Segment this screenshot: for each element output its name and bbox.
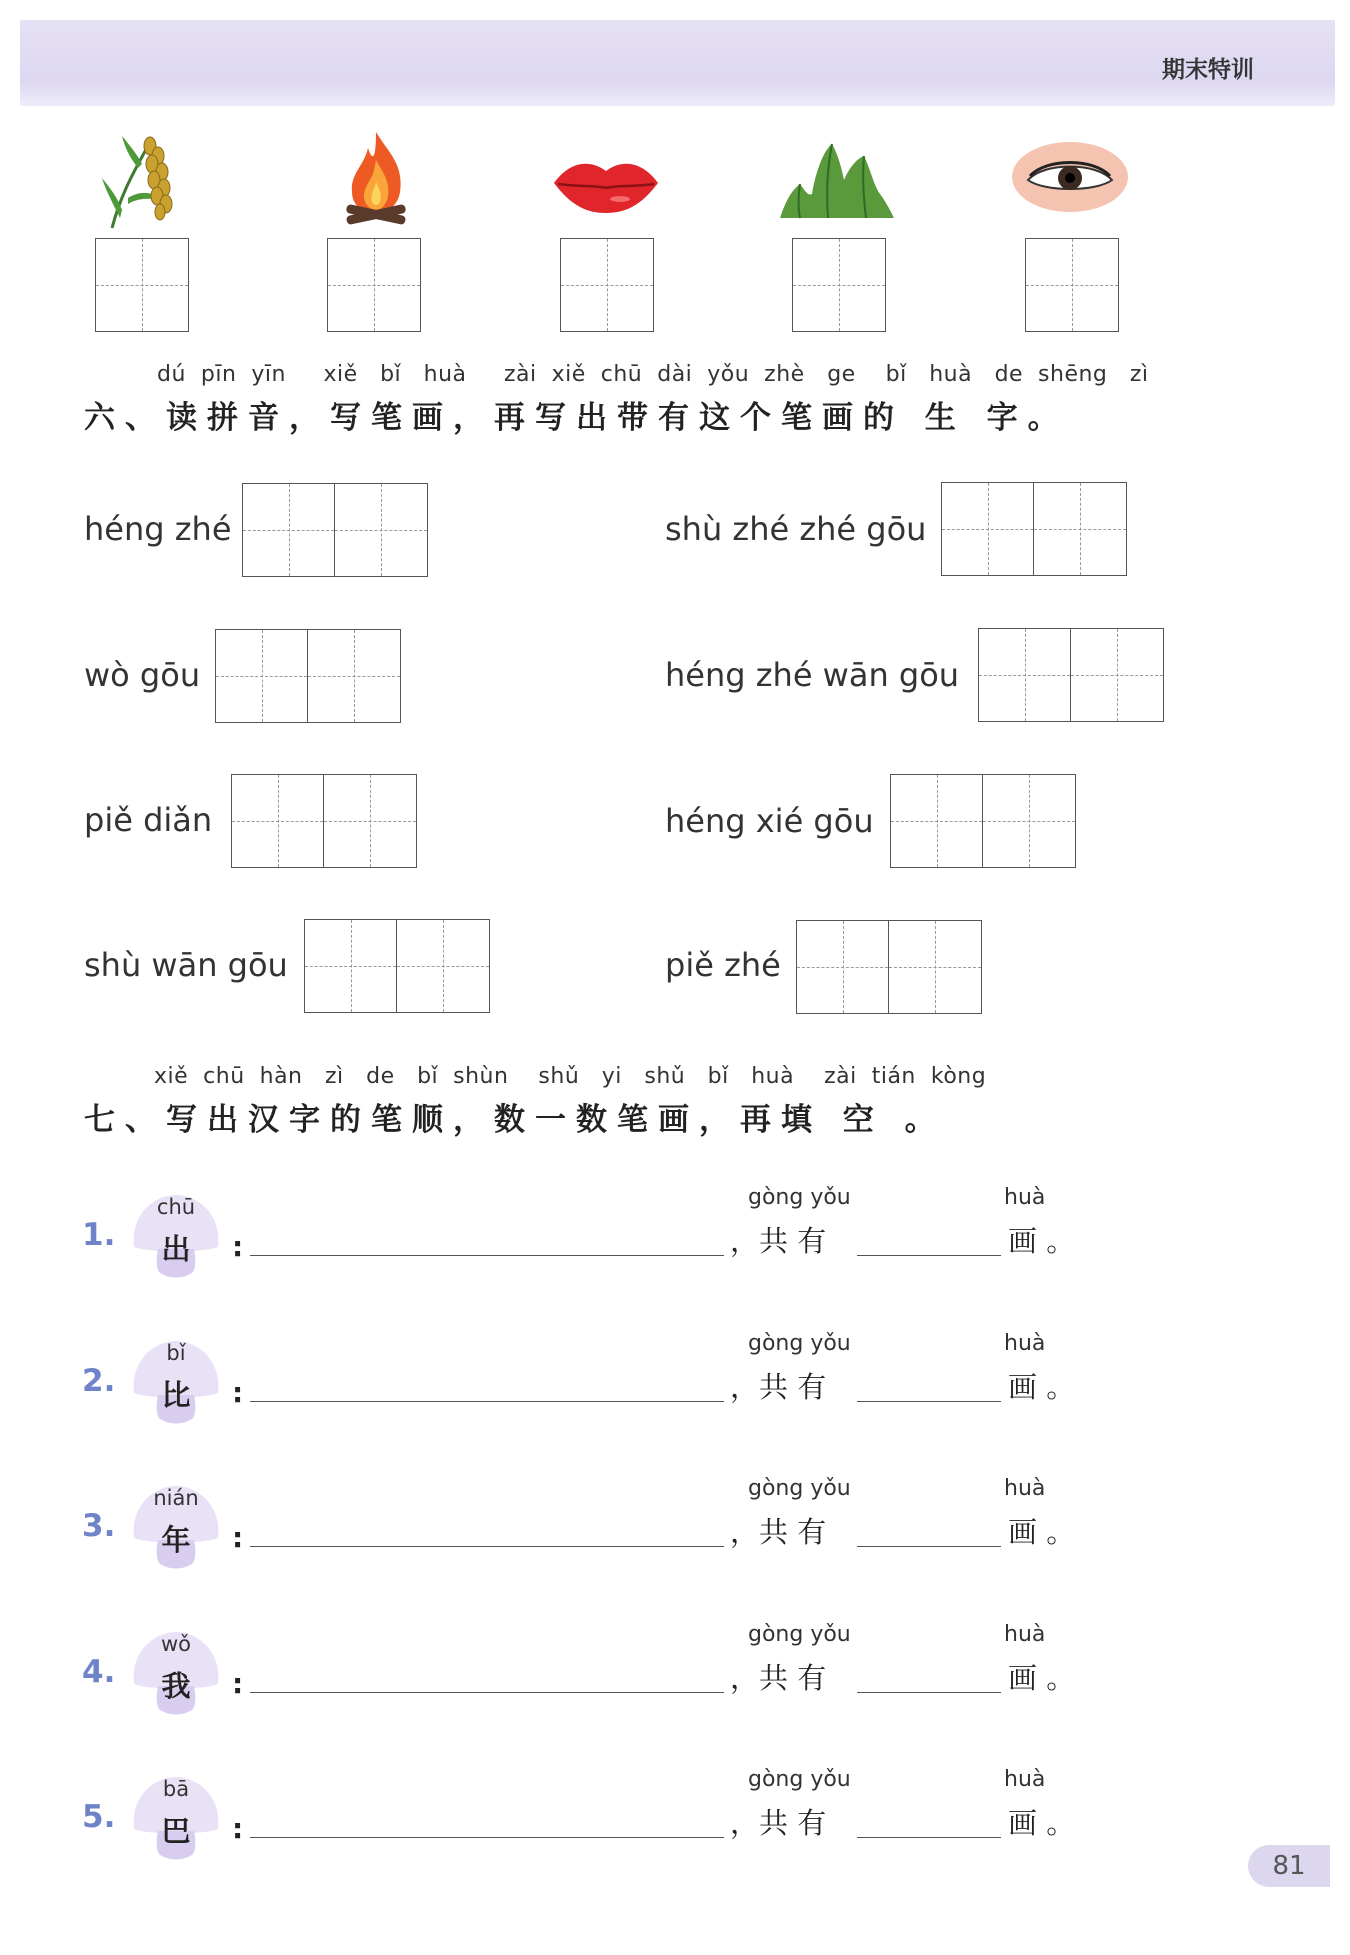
hua-pinyin: huà <box>1004 1476 1046 1501</box>
answer-box[interactable] <box>327 238 421 332</box>
gong-you-pinyin: gòng yǒu <box>748 1767 851 1792</box>
colon: : <box>232 1667 244 1700</box>
answer-box-pair[interactable] <box>941 482 1127 576</box>
hua-text: 画 。 <box>1008 1806 1076 1840</box>
stroke-label: piě zhé <box>665 946 781 984</box>
answer-box[interactable] <box>1025 238 1119 332</box>
hua-pinyin: huà <box>1004 1767 1046 1792</box>
stroke-order-blank[interactable] <box>250 1546 724 1547</box>
stroke-label: piě diǎn <box>84 801 213 839</box>
character: 出 <box>161 1232 191 1266</box>
gong-you-text: ，共 有 <box>730 1370 827 1404</box>
answer-box-pair[interactable] <box>796 920 982 1014</box>
answer-box[interactable] <box>95 238 189 332</box>
section-7-pinyin: xiě chū hàn zì de bǐ shùn shǔ yi shǔ bǐ huà zài tián kòng <box>154 1064 987 1089</box>
character-pinyin: bǐ <box>166 1341 186 1365</box>
character-pinyin: nián <box>153 1486 199 1510</box>
section-6-pinyin: dú pīn yīn xiě bǐ huà zài xiě chū dài yǒu zhè ge bǐ huà de shēng zì <box>157 362 1149 387</box>
stroke-order-blank[interactable] <box>250 1692 724 1693</box>
lips-icon <box>550 155 662 215</box>
question-number: 4. <box>82 1654 116 1690</box>
stroke-label: shù wān gōu <box>84 946 288 984</box>
hua-pinyin: huà <box>1004 1185 1046 1210</box>
answer-box-pair[interactable] <box>242 483 428 577</box>
stroke-label: shù zhé zhé gōu <box>665 510 927 548</box>
stroke-count-blank[interactable] <box>857 1546 1001 1547</box>
character: 巴 <box>161 1814 191 1848</box>
gong-you-text: ，共 有 <box>730 1806 827 1840</box>
page-number: 81 <box>1248 1845 1330 1887</box>
gong-you-text: ，共 有 <box>730 1515 827 1549</box>
stroke-order-blank[interactable] <box>250 1837 724 1838</box>
character-pinyin: bā <box>162 1777 190 1801</box>
stroke-count-blank[interactable] <box>857 1692 1001 1693</box>
question-number: 1. <box>82 1217 116 1253</box>
character-pinyin: chū <box>156 1195 196 1219</box>
character: 年 <box>161 1523 191 1557</box>
section-6-title: 六、读拼音，写笔画，再写出带有这个笔画的 生 字。 <box>84 400 1069 436</box>
colon: : <box>232 1376 244 1409</box>
stroke-label: héng zhé <box>84 510 232 548</box>
answer-box-pair[interactable] <box>304 919 490 1013</box>
hua-text: 画 。 <box>1008 1515 1076 1549</box>
campfire-icon <box>340 130 412 230</box>
question-number: 2. <box>82 1363 116 1399</box>
rice-ear-icon <box>100 128 190 230</box>
header-title: 期末特训 <box>1162 57 1254 83</box>
character-pinyin: wǒ <box>160 1632 192 1656</box>
answer-box[interactable] <box>792 238 886 332</box>
question-number: 5. <box>82 1799 116 1835</box>
stroke-label: héng zhé wān gōu <box>665 656 960 694</box>
eye-icon <box>1010 140 1130 215</box>
colon: : <box>232 1230 244 1263</box>
gong-you-text: ，共 有 <box>730 1224 827 1258</box>
stroke-order-blank[interactable] <box>250 1255 724 1256</box>
hua-text: 画 。 <box>1008 1370 1076 1404</box>
hua-text: 画 。 <box>1008 1224 1076 1258</box>
stroke-order-blank[interactable] <box>250 1401 724 1402</box>
answer-box-pair[interactable] <box>231 774 417 868</box>
hua-text: 画 。 <box>1008 1661 1076 1695</box>
gong-you-pinyin: gòng yǒu <box>748 1185 851 1210</box>
stroke-label: héng xié gōu <box>665 802 874 840</box>
character: 我 <box>161 1669 191 1703</box>
colon: : <box>232 1521 244 1554</box>
stroke-label: wò gōu <box>84 656 201 694</box>
section-7-title: 七、写出汉字的笔顺，数一数笔画，再填 空 。 <box>84 1102 946 1138</box>
stroke-count-blank[interactable] <box>857 1401 1001 1402</box>
question-number: 3. <box>82 1508 116 1544</box>
answer-box-pair[interactable] <box>215 629 401 723</box>
character: 比 <box>161 1378 191 1412</box>
hua-pinyin: huà <box>1004 1622 1046 1647</box>
colon: : <box>232 1812 244 1845</box>
gong-you-pinyin: gòng yǒu <box>748 1622 851 1647</box>
answer-box-pair[interactable] <box>978 628 1164 722</box>
answer-box-pair[interactable] <box>890 774 1076 868</box>
gong-you-text: ，共 有 <box>730 1661 827 1695</box>
mountain-icon <box>778 140 896 220</box>
hua-pinyin: huà <box>1004 1331 1046 1356</box>
answer-box[interactable] <box>560 238 654 332</box>
header-band <box>20 20 1335 106</box>
stroke-count-blank[interactable] <box>857 1837 1001 1838</box>
stroke-count-blank[interactable] <box>857 1255 1001 1256</box>
gong-you-pinyin: gòng yǒu <box>748 1476 851 1501</box>
gong-you-pinyin: gòng yǒu <box>748 1331 851 1356</box>
